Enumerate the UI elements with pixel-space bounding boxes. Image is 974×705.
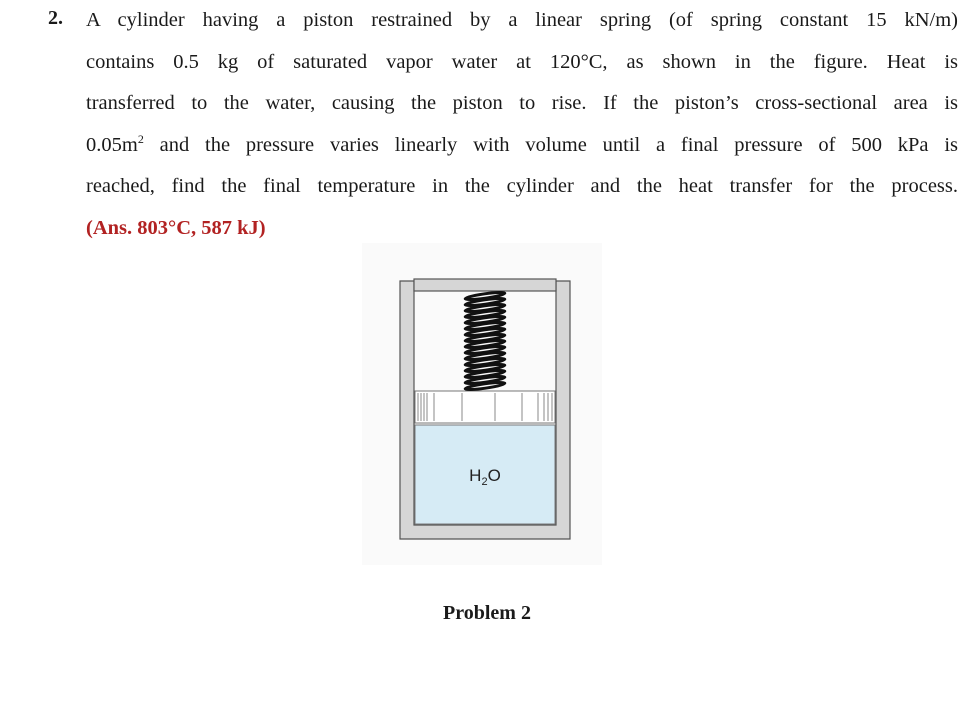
piston — [415, 391, 555, 423]
problem-number: 2. — [48, 7, 63, 29]
area-value: 0.05m — [86, 133, 138, 156]
statement-line: transferred to the water, causing the piston to rise. If the piston’s cross-sectional area is — [86, 92, 958, 114]
statement-line: contains 0.5 kg of saturated vapor water at 120°C, as shown in the figure. Heat is — [86, 50, 958, 73]
statement-line: A cylinder having a piston restrained by a linear spring (of spring constant 15 kN/m) — [86, 9, 958, 31]
area-exponent: 2 — [137, 131, 144, 146]
piston-cylinder-figure — [362, 243, 602, 565]
figure-svg — [362, 243, 602, 565]
fluid-label: $H_2O$ — [469, 466, 501, 488]
answer: (Ans. 803°C, 587 kJ) — [86, 216, 266, 239]
top-plate — [414, 279, 556, 291]
statement-line: reached, find the final temperature in the cylinder and the heat transfer for the process. — [86, 175, 958, 197]
statement-text: and the pressure varies linearly with volume until a final pressure of 500 kPa is — [143, 133, 958, 156]
figure-caption: Problem 2 — [443, 602, 531, 624]
water-region — [415, 425, 555, 524]
statement-line — [86, 125, 958, 167]
problem-statement — [86, 0, 958, 249]
